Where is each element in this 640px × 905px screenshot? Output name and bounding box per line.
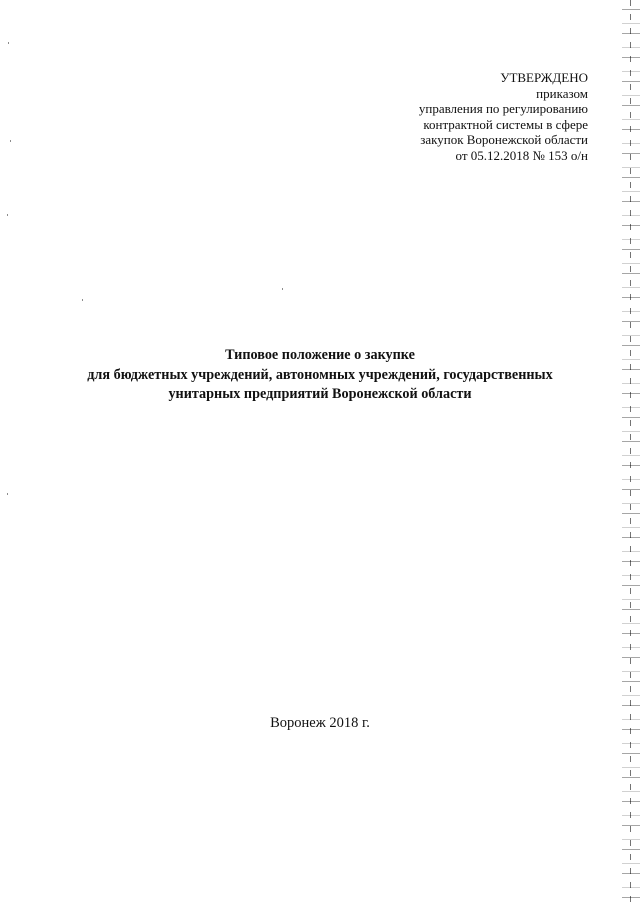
scan-speck xyxy=(82,299,83,301)
scan-speck xyxy=(10,140,11,142)
scan-speck xyxy=(282,288,283,290)
title-line: унитарных предприятий Воронежской области xyxy=(168,386,472,402)
approval-line: приказом xyxy=(536,85,588,101)
place-and-year: Воронеж 2018 г. xyxy=(270,715,370,731)
scan-edge-noise xyxy=(622,0,640,905)
scan-speck xyxy=(8,42,9,44)
document-title xyxy=(0,346,640,405)
approval-stamp-block xyxy=(419,70,588,163)
approval-line: закупок Воронежской области xyxy=(420,132,588,147)
scan-speck xyxy=(7,214,8,216)
scan-speck xyxy=(7,493,8,495)
approval-order-date-number: от 05.12.2018 № 153 о/н xyxy=(455,147,588,163)
title-line: для бюджетных учреждений, автономных учреждений, государственных xyxy=(87,366,553,383)
approval-heading: УТВЕРЖДЕНО xyxy=(500,70,588,85)
approval-line: управления по регулированию xyxy=(418,101,588,116)
approval-line: контрактной системы в сфере xyxy=(423,116,588,132)
title-line: Типовое положение о закупке xyxy=(225,347,415,363)
